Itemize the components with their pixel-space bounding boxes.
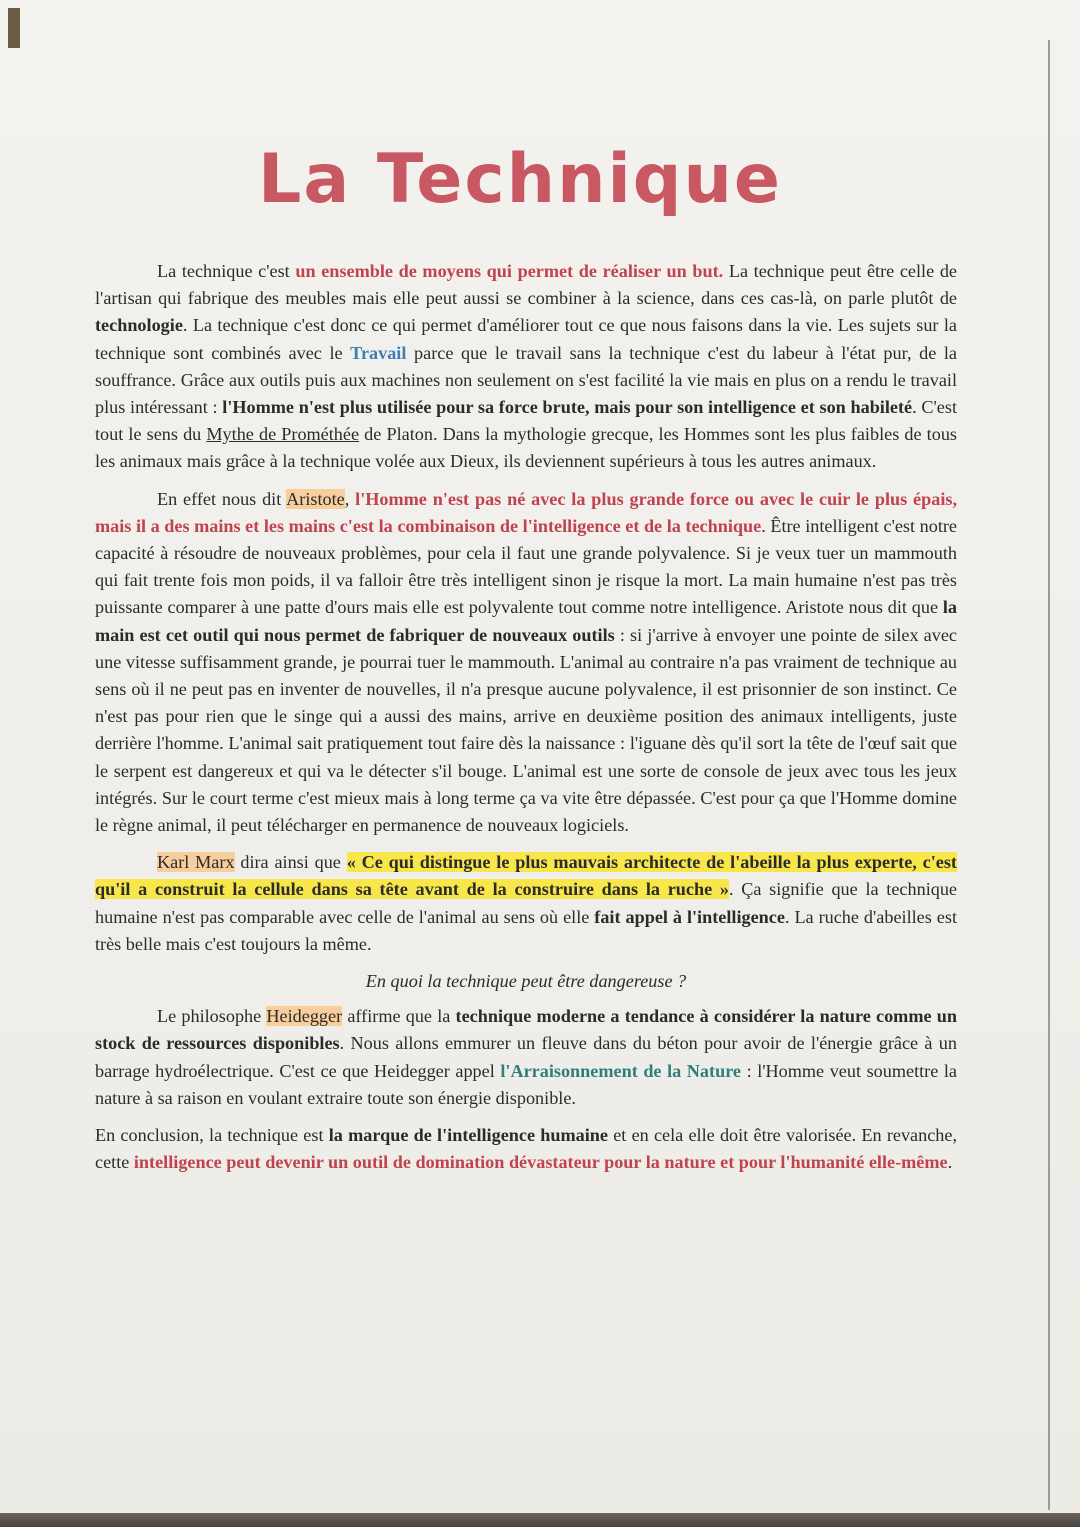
desk-edge [0,1513,1080,1527]
philosopher-name-marx: Karl Marx [157,852,235,873]
page-edge [1048,40,1050,1510]
page-title: La Technique [257,140,782,219]
paragraph-heidegger: Le philosophe Heidegger affirme que la technique moderne a tendance à considérer la nature comme un stock de ressources disponibles. Nous allons emmurer un fleuve dans du béton pour avoir de l'énergie grâce à un barrage hydroélectrique. C'est ce que Heidegger appel l'Arraisonnement de la Nature : l'Homme veut soumettre la nature à sa raison en voulant extraire toute son énergie disponible. [95,1006,958,1108]
philosopher-name-aristote: Aristote [286,488,345,509]
keyword-travail: Travail [350,342,407,363]
philosopher-name-heidegger: Heidegger [266,1006,343,1027]
paragraph-intro: La technique c'est un ensemble de moyens qui permet de réaliser un but. La technique peut être celle de l'artisan qui fabrique des meubles mais elle peut aussi se combiner à la science, dans ces cas-là, on parle plutôt de technologie. La technique c'est donc ce qui permet d'améliorer tout ce que nous faisons dans la vie. Les sujets sur la technique sont combinés avec le Travail parce que le travail sans la technique c'est du labeur à l'état pur, de la souffrance. Grâce aux outils puis aux machines non seulement on s'est facilité la vie mais en plus on a rendu le travail plus intéressant : l'Homme n'est plus utilisée pour sa force brute, mais pour son intelligence et son habileté. C'est tout le sens du Mythe de Prométhée de Platon. Dans la mythologie grecque, les Hommes sont les plus faibles de tous les animaux mais grâce à la technique volée aux Dieux, ils deviennent supérieurs à tous les autres animaux. [95,261,957,472]
key-phrase: fait appel à l'intelligence [594,906,785,927]
key-sentence: l'Homme n'est plus utilisée pour sa force brute, mais pour son intelligence et son habileté [222,397,913,418]
key-sentence: la main est cet outil qui nous permet de fabriquer de nouveaux outils [95,597,957,645]
conclusion-warning: intelligence peut devenir un outil de domination dévastateur pour la nature et pour l'humanité elle-même [133,1152,948,1173]
marx-quote: « Ce qui distingue le plus mauvais architecte de l'abeille la plus experte, c'est qu'il a construit la cellule dans sa tête avant de la construire dans la ruche » [95,852,957,900]
paragraph-aristote: En effet nous dit Aristote, l'Homme n'est pas né avec la plus grande force ou avec le cuir le plus épais, mais il a des mains et les mains c'est la combinaison de l'intelligence et de la technique. Être intelligent c'est notre capacité à résoudre de nouveaux problèmes, pour cela il faut une grande polyvalence. Si je veux tuer un mammouth qui fait trente fois mon poids, il va falloir être très intelligent sinon je risque la mort. La main humaine n'est pas très puissante comparer à une patte d'ours mais elle est polyvalente tout comme notre intelligence. Aristote nous dit que la main est cet outil qui nous permet de fabriquer de nouveaux outils : si j'arrive à envoyer une pointe de silex avec une vitesse suffisamment grande, je pourrai tuer le mammouth. L'animal au contraire n'a pas vraiment de technique au sens où il ne peut pas en inventer de nouvelles, il n'a presque aucune polyvalence, il est prisonnier de son instinct. Ce n'est pas pour rien que le singe qui a aussi des mains, arrive en deuxième position des animaux intelligents, juste derrière l'homme. L'animal sait pratiquement tout faire dès la naissance : l'iguane dès qu'il sort la tête de l'œuf sait que le serpent est dangereux et qui va le détecter s'il bouge. L'animal est une sorte de console de jeux avec tous les jeux intégrés. Sur le court terme c'est mieux mais à long terme ça va vite être dépassée. C'est pour ça que l'Homme domine le règne animal, il peut télécharger en permanence de nouveaux logiciels. [95,488,958,836]
definition-highlight: un ensemble de moyens qui permet de réaliser un but. [295,261,724,281]
paragraph-conclusion: En conclusion, la technique est la marque de l'intelligence humaine et en cela elle doit être valorisée. En revanche, cette intelligence peut devenir un outil de domination dévastateur pour la nature et pour l'humanité elle-même. [95,1125,958,1173]
concept-arraisonnement: l'Arraisonnement de la Nature [500,1060,742,1081]
aristote-quote: l'Homme n'est pas né avec la plus grande force ou avec le cuir le plus épais, mais il a des mains et les mains c'est la combinaison de l'intelligence et de la technique [95,488,958,536]
key-phrase: la marque de l'intelligence humaine [328,1125,608,1146]
key-sentence: technique moderne a tendance à considérer la nature comme un stock de ressources disponibles [95,1006,957,1054]
paragraph-marx: Karl Marx dira ainsi que « Ce qui distingue le plus mauvais architecte de l'abeille la plus experte, c'est qu'il a construit la cellule dans sa tête avant de la construire dans la ruche ». Ça signifie que la technique humaine n'est pas comparable avec celle de l'animal au sens où elle fait appel à l'intelligence. La ruche d'abeilles est très belle mais c'est toujours la même. [95,852,958,954]
binder-tab [8,8,20,48]
myth-reference: Mythe de Prométhée [206,424,360,445]
section-question: En quoi la technique peut être dangereuse ? [365,971,687,992]
document-body [95,258,957,1187]
keyword-technologie: technologie [95,315,183,336]
